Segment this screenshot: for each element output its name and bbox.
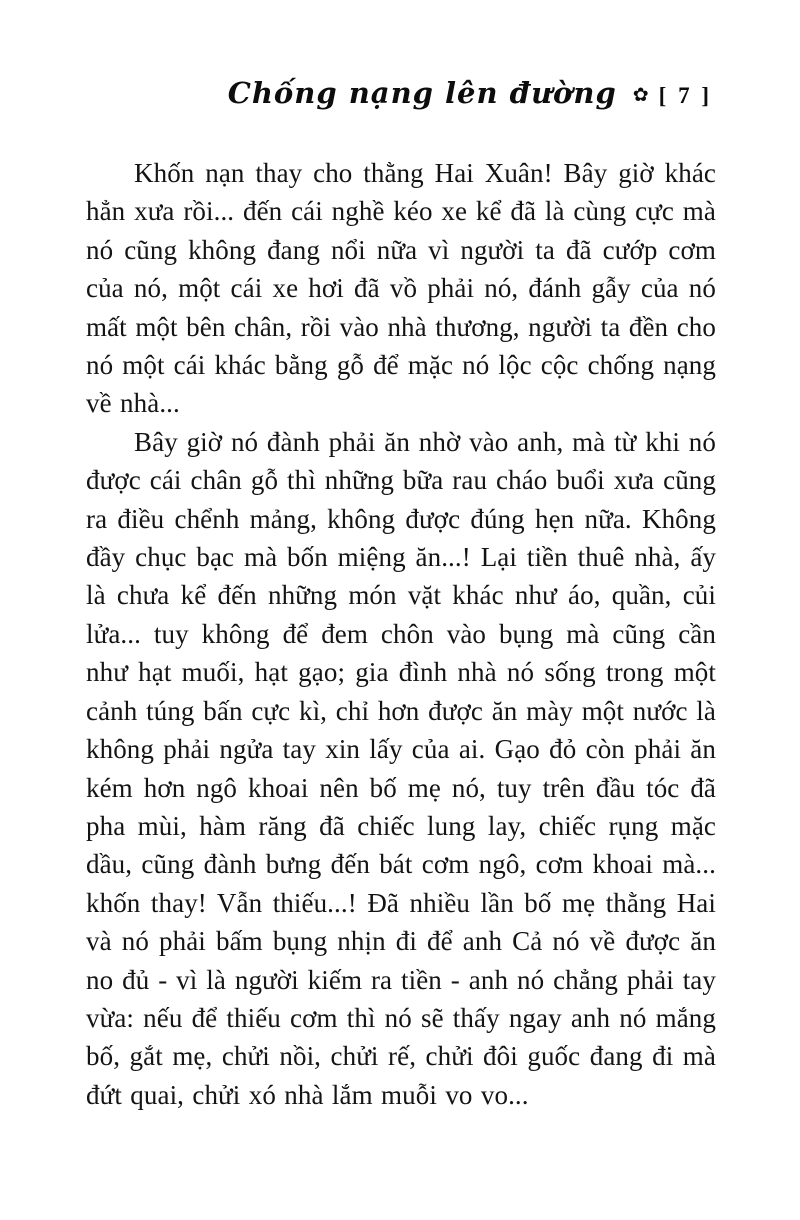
paragraph-2: Bây giờ nó đành phải ăn nhờ vào anh, mà từ khi nó được cái chân gỗ thì những bữa rau cháo buổi xưa cũng ra điều chểnh mảng, không được đúng hẹn nữa. Không đầy chục bạc mà bốn miệng ăn...! Lại tiền thuê nhà, ấy là chưa kể đến những món vặt khác như áo, quần, củi lửa... tuy không để đem chôn vào bụng mà cũng cần như hạt muối, hạt gạo; gia đình nhà nó sống trong một cảnh túng bấn cực kì, chỉ hơn được ăn mày một nước là không phải ngửa tay xin lấy của ai. Gạo đỏ còn phải ăn kém hơn ngô khoai nên bố mẹ nó, tuy trên đầu tóc đã pha mùi, hàm răng đã chiếc lung lay, chiếc rụng mặc dầu, cũng đành bưng đến bát cơm ngô, cơm khoai mà... khốn thay! Vẫn thiếu...! Đã nhiều lần bố mẹ thằng Hai và nó phải bấm bụng nhịn đi để anh Cả nó về được ăn no đủ - vì là người kiếm ra tiền - anh nó chẳng phải tay vừa: nếu để thiếu cơm thì nó sẽ thấy ngay anh nó mắng bố, gắt mẹ, chửi nồi, chửi rế, chửi đôi guốc đang đi mà đứt quai, chửi xó nhà lắm muỗi vo vo... bbox=[86, 426, 716, 1110]
page-body bbox=[86, 154, 716, 1114]
page-number: [ 7 ] bbox=[658, 83, 712, 108]
page-header bbox=[0, 76, 712, 110]
flower-ornament-icon: ✿ bbox=[632, 85, 649, 106]
paragraph-1: Khốn nạn thay cho thằng Hai Xuân! Bây giờ khác hẳn xưa rồi... đến cái nghề kéo xe kể đã là cùng cực mà nó cũng không đang nổi nữa vì người ta đã cướp cơm của nó, một cái xe hơi đã vồ phải nó, đánh gẫy của nó mất một bên chân, rồi vào nhà thương, người ta đền cho nó một cái khác bằng gỗ để mặc nó lộc cộc chống nạng về nhà... bbox=[86, 158, 716, 419]
running-title: Chống nạng lên đường bbox=[227, 76, 617, 110]
